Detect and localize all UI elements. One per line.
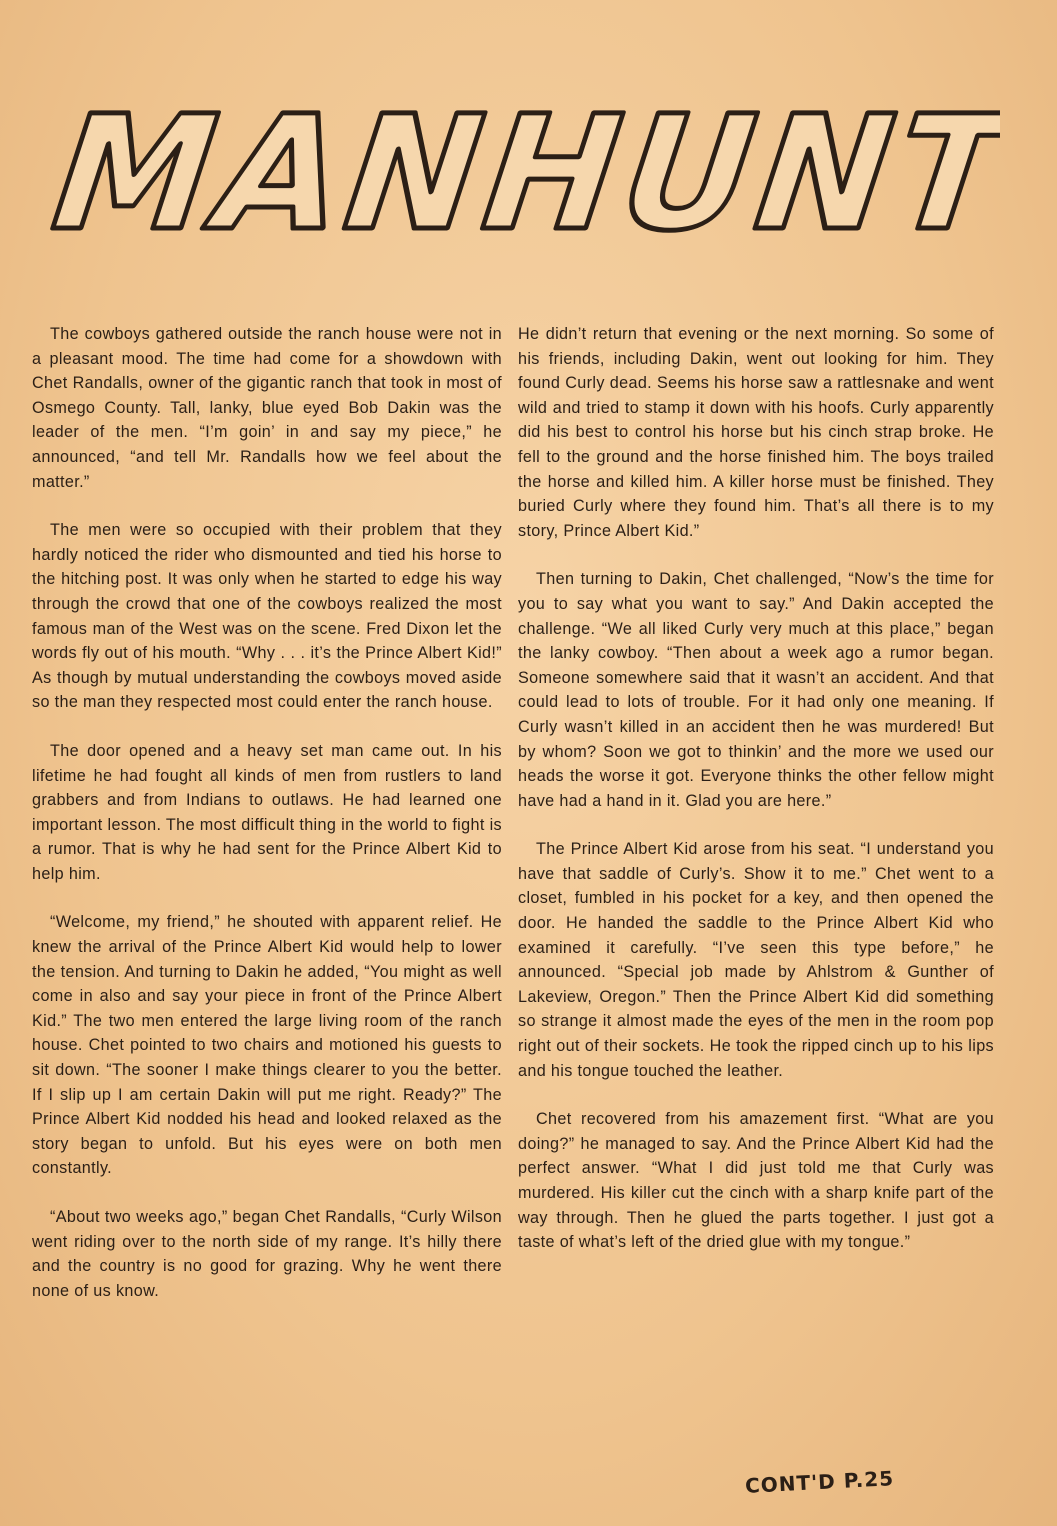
right-column [518, 322, 994, 1279]
paragraph: He didn’t return that evening or the next morning. So some of his friends, including Dakin, went out looking for him. They found Curly dead. Seems his horse saw a rattlesnake and went wild and tried to stamp it down with his hoofs. Curly apparently did his best to control his horse but his cinch strap broke. He fell to the ground and the horse finished him. The boys trailed the horse and killed him. A killer horse must be finished. They buried Curly where they found him. That’s all there is to my story, Prince Albert Kid.” [518, 325, 994, 540]
paragraph: Chet recovered from his amazement first. “What are you doing?” he managed to say. And the Prince Albert Kid had the perfect answer. “What I did just told me that Curly was murdered. His killer cut the cinch with a sharp knife part of the way through. Then he glued the parts together. I just got a taste of what’s left of the dried glue with my tongue.” [518, 1110, 994, 1252]
paragraph: “About two weeks ago,” began Chet Randalls, “Curly Wilson went riding over to the north side of my range. It’s hilly there and the country is no good for grazing. Why he went there none of us know. [32, 1208, 502, 1300]
title-text: MANHUNT [40, 82, 1000, 267]
left-column [32, 322, 502, 1327]
paragraph: The Prince Albert Kid arose from his seat. “I understand you have that saddle of Curly’s. Show it to me.” Chet went to a closet, fumbled in his pocket for a key, and then opened the door. He handed the saddle to the Prince Albert Kid who examined it carefully. “I’ve seen this type before,” he announced. “Special job made by Ahlstrom & Gunther of Lakeview, Oregon.” Then the Prince Albert Kid did something so strange it almost made the eyes of the men in the room pop right out of their sockets. He took the ripped cinch up to his lips and his tongue touched the leather. [518, 840, 994, 1080]
title-svg [40, 60, 1000, 280]
paragraph: “Welcome, my friend,” he shouted with apparent relief. He knew the arrival of the Prince Albert Kid would help to lower the tension. And turning to Dakin he added, “You might as well come in also and say your piece in front of the Prince Albert Kid.” The two men entered the large living room of the ranch house. Chet pointed to two chairs and motioned his guests to sit down. “The sooner I make things clearer to you the better. If I slip up I am certain Dakin will put me right. Ready?” The Prince Albert Kid nodded his head and looked relaxed as the story began to unfold. But his eyes were on both men constantly. [32, 913, 502, 1178]
paragraph: Then turning to Dakin, Chet challenged, “Now’s the time for you to say what you want to say.” And Dakin accepted the challenge. “We all liked Curly very much at this place,” began the lanky cowboy. “Then about a week ago a rumor began. Someone somewhere said that it wasn’t an accident. And that could lead to lots of trouble. For it had only one meaning. If Curly wasn’t killed in an accident then he was murdered! But by whom? Soon we got to thinkin’ and the more we used our heads the worse it got. Everyone thinks the other fellow might have had a hand in it. Glad you are here.” [518, 570, 994, 810]
paragraph: The men were so occupied with their problem that they hardly noticed the rider who dismounted and tied his horse to the hitching post. It was only when he started to edge his way through the crowd that one of the cowboys realized the most famous man of the West was on the scene. Fred Dixon let the words fly out of his mouth. “Why . . . it’s the Prince Albert Kid!” As though by mutual understanding the cowboys moved aside so the man they respected most could enter the ranch house. [32, 521, 502, 712]
paragraph: The cowboys gathered outside the ranch house were not in a pleasant mood. The time had come for a showdown with Chet Randalls, owner of the gigantic ranch that took in most of Osmego County. Tall, lanky, blue eyed Bob Dakin was the leader of the men. “I’m goin’ in and say my piece,” he announced, “and tell Mr. Randalls how we feel about the matter.” [32, 325, 502, 491]
paragraph: The door opened and a heavy set man came out. In his lifetime he had fought all kinds of men from rustlers to land grabbers and from Indians to outlaws. He had learned one important lesson. The most difficult thing in the world to fight is a rumor. That is why he had sent for the Prince Albert Kid to help him. [32, 741, 502, 883]
continued-note: CONT'D P.25 [744, 1466, 895, 1498]
title-logo [40, 60, 1000, 280]
